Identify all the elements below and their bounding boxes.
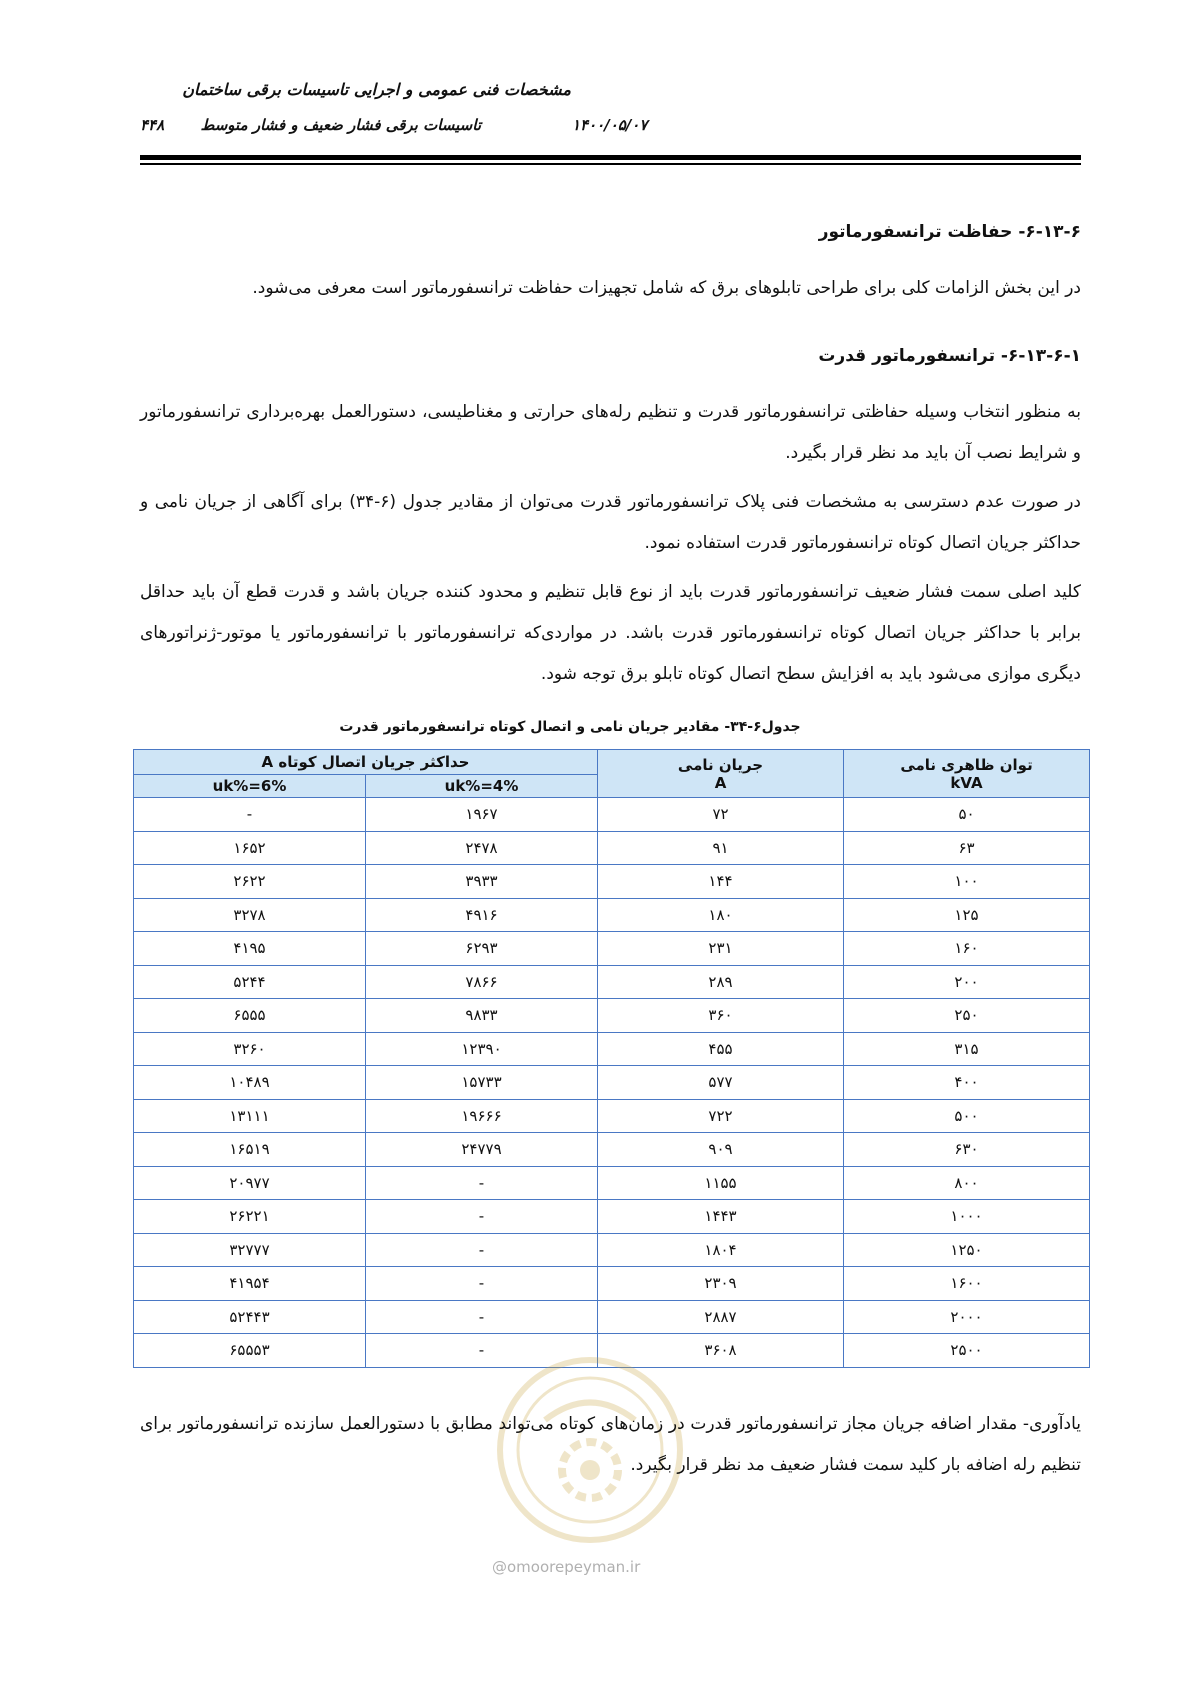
cell-current: ۲۳۰۹ bbox=[598, 1267, 844, 1301]
cell-uk6: ۴۱۹۵ bbox=[134, 932, 366, 966]
header-power bbox=[844, 750, 1090, 798]
cell-uk4: ۷۸۶۶ bbox=[366, 965, 598, 999]
section-heading: ۶-۱۳-۶- حفاظت ترانسفورماتور bbox=[818, 222, 1081, 242]
table-row bbox=[134, 1233, 1090, 1267]
subsection-heading: ۶-۱۳-۶-۱- ترانسفورماتور قدرت bbox=[818, 346, 1081, 366]
table-row bbox=[134, 932, 1090, 966]
cell-current: ۹۰۹ bbox=[598, 1133, 844, 1167]
cell-uk6: ۶۵۵۵ bbox=[134, 999, 366, 1033]
cell-power: ۱۲۵ bbox=[844, 898, 1090, 932]
cell-current: ۲۸۸۷ bbox=[598, 1300, 844, 1334]
section-intro: در این بخش الزامات کلی برای طراحی تابلوهای برق که شامل تجهیزات حفاظت ترانسفورماتور است معرفی می‌شود. bbox=[252, 278, 1081, 298]
header-title: مشخصات فنی عمومی و اجرایی تاسیسات برقی ساختمان bbox=[182, 80, 571, 99]
cell-power: ۲۰۰۰ bbox=[844, 1300, 1090, 1334]
cell-current: ۲۸۹ bbox=[598, 965, 844, 999]
cell-current: ۱۴۴۳ bbox=[598, 1200, 844, 1234]
header-subtitle: تاسیسات برقی فشار ضعیف و فشار متوسط bbox=[200, 116, 481, 134]
cell-current: ۹۱ bbox=[598, 831, 844, 865]
cell-power: ۱۰۰۰ bbox=[844, 1200, 1090, 1234]
table-row bbox=[134, 865, 1090, 899]
cell-uk4: ۹۸۳۳ bbox=[366, 999, 598, 1033]
cell-current: ۴۵۵ bbox=[598, 1032, 844, 1066]
cell-power: ۸۰۰ bbox=[844, 1166, 1090, 1200]
cell-current: ۲۳۱ bbox=[598, 932, 844, 966]
cell-power: ۵۰ bbox=[844, 798, 1090, 832]
table-row bbox=[134, 1133, 1090, 1167]
table-row bbox=[134, 1300, 1090, 1334]
cell-uk6: ۵۲۴۴ bbox=[134, 965, 366, 999]
paragraph-3: کلید اصلی سمت فشار ضعیف ترانسفورماتور قدرت باید از نوع قابل تنظیم و محدود کننده جریان باشد و قدرت قطع آن باید حداقل برابر با حداکثر جریان اتصال کوتاه ترانسفورماتور قدرت باشد. در مواردی‌که ترانسفورماتور با ترانسفورماتور یا موتور-ژنراتورهای دیگری موازی می‌شود باید به افزایش سطح اتصال کوتاه تابلو برق توجه شود. bbox=[140, 582, 1081, 684]
cell-power: ۲۵۰ bbox=[844, 999, 1090, 1033]
cell-uk6: ۲۶۲۲۱ bbox=[134, 1200, 366, 1234]
header-uk6: uk%=6% bbox=[134, 775, 366, 798]
cell-power: ۱۲۵۰ bbox=[844, 1233, 1090, 1267]
cell-power: ۳۱۵ bbox=[844, 1032, 1090, 1066]
watermark-text: @omoorepeyman.ir bbox=[492, 1558, 641, 1576]
cell-uk4: - bbox=[366, 1300, 598, 1334]
cell-uk4: - bbox=[366, 1200, 598, 1234]
cell-current: ۳۶۰ bbox=[598, 999, 844, 1033]
table-row bbox=[134, 798, 1090, 832]
cell-uk6: ۱۰۴۸۹ bbox=[134, 1066, 366, 1100]
cell-uk4: ۲۴۷۸ bbox=[366, 831, 598, 865]
cell-uk4: ۱۵۷۳۳ bbox=[366, 1066, 598, 1100]
header-rule-thick bbox=[140, 155, 1081, 160]
header-power-label: توان ظاهری نامی bbox=[900, 755, 1033, 774]
table-row bbox=[134, 1267, 1090, 1301]
cell-power: ۴۰۰ bbox=[844, 1066, 1090, 1100]
header-date: ۱۴۰۰/۰۵/۰۷ bbox=[572, 116, 648, 134]
table-row bbox=[134, 1032, 1090, 1066]
cell-uk4: ۱۹۶۶۶ bbox=[366, 1099, 598, 1133]
table-caption: جدول۶-۳۴- مقادیر جریان نامی و اتصال کوتاه ترانسفورماتور قدرت bbox=[339, 719, 801, 735]
table-row bbox=[134, 965, 1090, 999]
header-rule-thin bbox=[140, 163, 1081, 165]
cell-current: ۱۴۴ bbox=[598, 865, 844, 899]
cell-uk6: ۲۰۹۷۷ bbox=[134, 1166, 366, 1200]
cell-uk6: - bbox=[134, 798, 366, 832]
cell-uk4: - bbox=[366, 1267, 598, 1301]
table-row bbox=[134, 1066, 1090, 1100]
table-row bbox=[134, 1200, 1090, 1234]
cell-current: ۱۱۵۵ bbox=[598, 1166, 844, 1200]
header-current-label: جریان نامی bbox=[677, 755, 764, 774]
cell-uk6: ۱۶۵۲ bbox=[134, 831, 366, 865]
cell-current: ۷۲ bbox=[598, 798, 844, 832]
paragraph-1: به منظور انتخاب وسیله حفاظتی ترانسفورماتور قدرت و تنظیم رله‌های حرارتی و مغناطیسی، دستورالعمل بهره‌برداری ترانسفورماتور و شرایط نصب آن باید مد نظر قرار بگیرد. bbox=[140, 402, 1081, 463]
cell-uk6: ۲۶۲۲ bbox=[134, 865, 366, 899]
cell-power: ۶۳۰ bbox=[844, 1133, 1090, 1167]
cell-uk4: ۶۲۹۳ bbox=[366, 932, 598, 966]
cell-current: ۱۸۰۴ bbox=[598, 1233, 844, 1267]
cell-power: ۱۶۰ bbox=[844, 932, 1090, 966]
header-current bbox=[598, 750, 844, 798]
cell-uk4: - bbox=[366, 1233, 598, 1267]
cell-power: ۵۰۰ bbox=[844, 1099, 1090, 1133]
table-row bbox=[134, 831, 1090, 865]
cell-current: ۷۲۲ bbox=[598, 1099, 844, 1133]
cell-current: ۳۶۰۸ bbox=[598, 1334, 844, 1368]
cell-power: ۲۵۰۰ bbox=[844, 1334, 1090, 1368]
cell-uk6: ۳۲۶۰ bbox=[134, 1032, 366, 1066]
header-current-unit: A bbox=[714, 773, 727, 792]
table-body bbox=[134, 798, 1090, 1368]
table-row bbox=[134, 1099, 1090, 1133]
cell-uk4: - bbox=[366, 1166, 598, 1200]
cell-uk6: ۱۳۱۱۱ bbox=[134, 1099, 366, 1133]
cell-current: ۱۸۰ bbox=[598, 898, 844, 932]
page-number: ۴۴۸ bbox=[140, 116, 165, 134]
cell-uk4: ۲۴۷۷۹ bbox=[366, 1133, 598, 1167]
cell-power: ۲۰۰ bbox=[844, 965, 1090, 999]
cell-power: ۱۰۰ bbox=[844, 865, 1090, 899]
header-power-unit: kVA bbox=[950, 773, 983, 792]
cell-uk6: ۶۵۵۵۳ bbox=[134, 1334, 366, 1368]
cell-power: ۶۳ bbox=[844, 831, 1090, 865]
table-row bbox=[134, 1166, 1090, 1200]
cell-uk4: ۱۹۶۷ bbox=[366, 798, 598, 832]
cell-uk4: ۱۲۳۹۰ bbox=[366, 1032, 598, 1066]
cell-uk4: ۳۹۳۳ bbox=[366, 865, 598, 899]
cell-uk4: ۴۹۱۶ bbox=[366, 898, 598, 932]
cell-uk6: ۳۲۷۸ bbox=[134, 898, 366, 932]
cell-uk6: ۳۲۷۷۷ bbox=[134, 1233, 366, 1267]
cell-power: ۱۶۰۰ bbox=[844, 1267, 1090, 1301]
paragraph-2: در صورت عدم دسترسی به مشخصات فنی پلاک ترانسفورماتور قدرت می‌توان از مقادیر جدول (۶-۳۴) برای آگاهی از جریان نامی و حداکثر جریان اتصال کوتاه ترانسفورماتور قدرت استفاده نمود. bbox=[140, 492, 1081, 553]
note-paragraph: یادآوری- مقدار اضافه جریان مجاز ترانسفورماتور قدرت در زمان‌های کوتاه می‌تواند مطابق با دستورالعمل سازنده ترانسفورماتور برای تنظیم رله اضافه بار کلید سمت فشار ضعیف مد نظر قرار بگیرد. bbox=[140, 1414, 1081, 1475]
transformer-table bbox=[133, 749, 1090, 1368]
header-row bbox=[140, 116, 1081, 140]
cell-uk6: ۱۶۵۱۹ bbox=[134, 1133, 366, 1167]
header-short-circuit: حداکثر جریان اتصال کوتاه A bbox=[134, 750, 598, 775]
table-row bbox=[134, 999, 1090, 1033]
cell-uk4: - bbox=[366, 1334, 598, 1368]
header-uk4: uk%=4% bbox=[366, 775, 598, 798]
cell-uk6: ۴۱۹۵۴ bbox=[134, 1267, 366, 1301]
table-row bbox=[134, 898, 1090, 932]
cell-uk6: ۵۲۴۴۳ bbox=[134, 1300, 366, 1334]
cell-current: ۵۷۷ bbox=[598, 1066, 844, 1100]
